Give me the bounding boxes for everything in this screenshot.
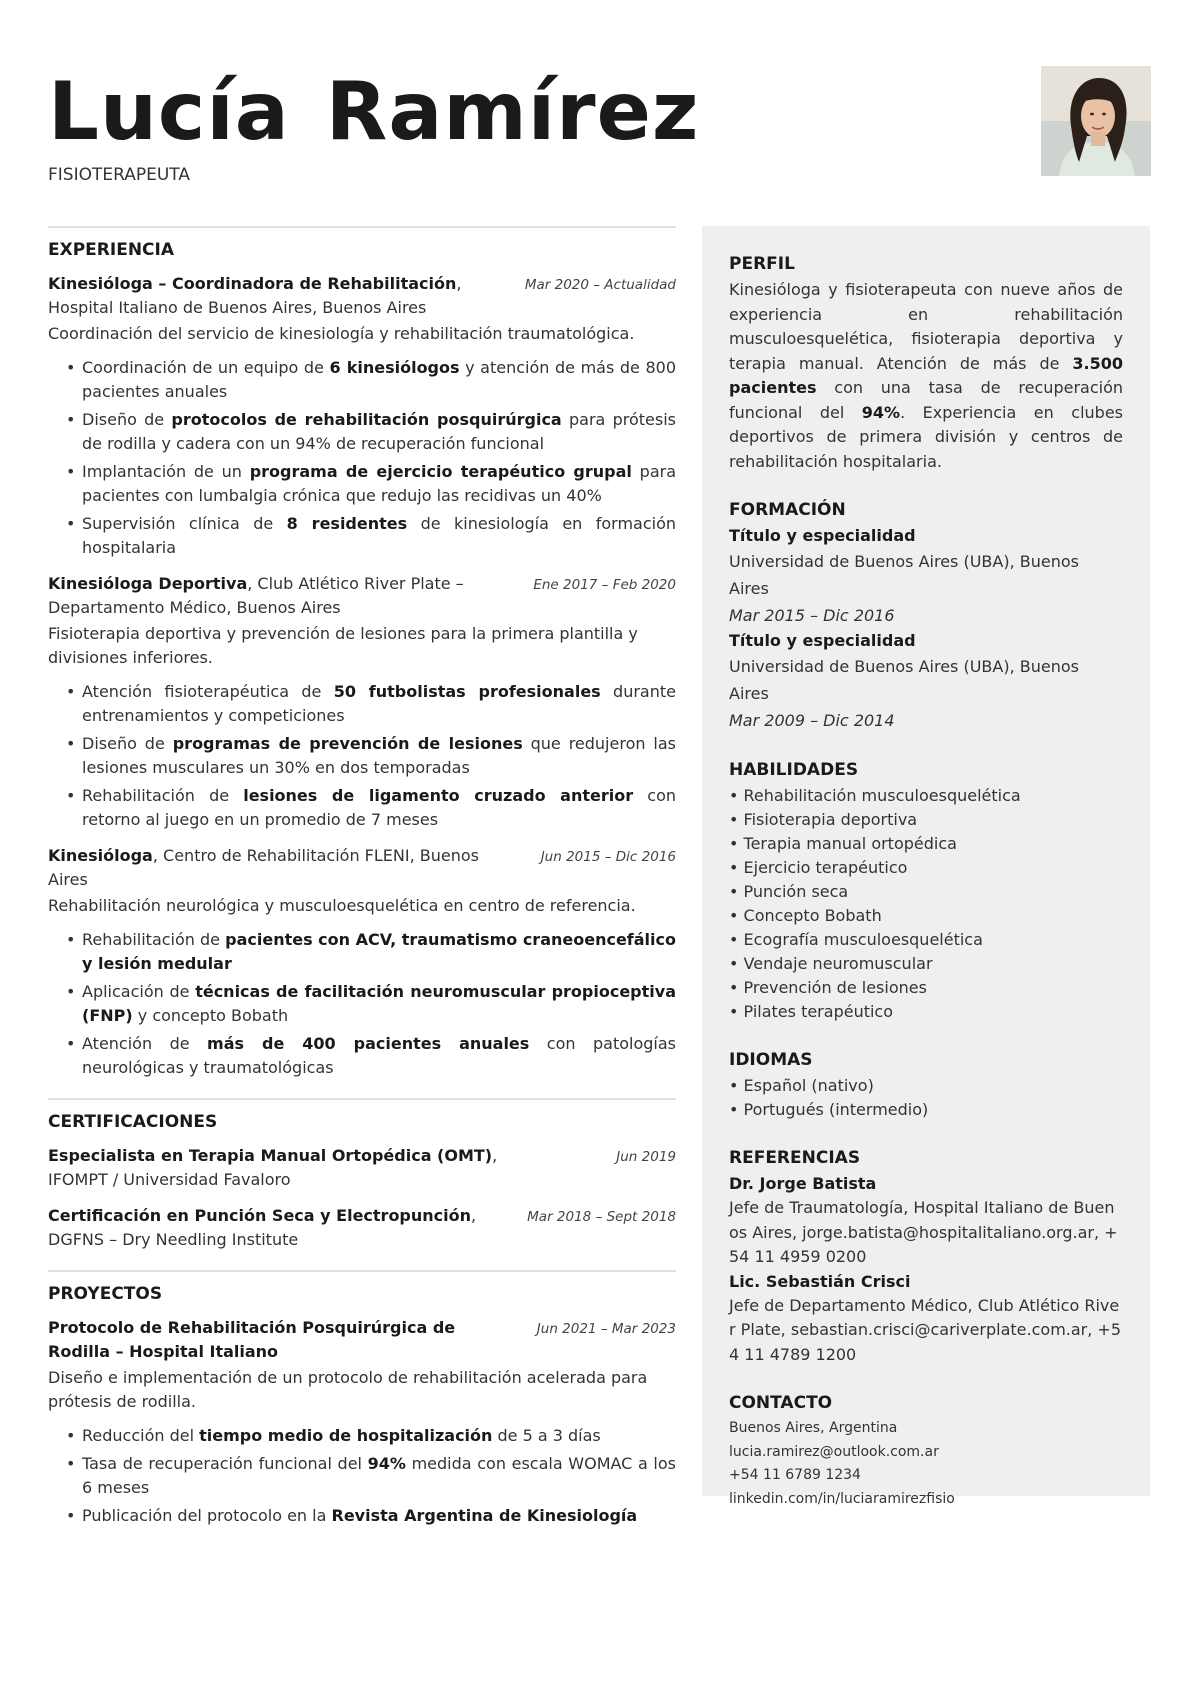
achievement-item: • Supervisión clínica de 8 residentes de kinesiología en formación hospitalaria bbox=[48, 512, 676, 560]
entry-heading bbox=[48, 1204, 676, 1252]
skill-item: • Concepto Bobath bbox=[729, 904, 1123, 928]
skill-item: • Terapia manual ortopédica bbox=[729, 832, 1123, 856]
projects-list bbox=[48, 1316, 676, 1528]
section-title: PERFIL bbox=[729, 254, 795, 274]
section-title: CERTIFICACIONES bbox=[48, 1112, 218, 1132]
achievement-item: • Tasa de recuperación funcional del 94% medida con escala WOMAC a los 6 meses bbox=[48, 1452, 676, 1500]
entry-heading bbox=[48, 1144, 676, 1192]
references-section bbox=[729, 1148, 1123, 1367]
last-name: Ramírez bbox=[325, 65, 700, 158]
education-degree: Título y especialidad bbox=[729, 526, 916, 545]
skill-item: • Pilates terapéutico bbox=[729, 1000, 1123, 1024]
entry-date: Mar 2020 – Actualidad bbox=[524, 277, 676, 293]
section-title: EXPERIENCIA bbox=[48, 240, 175, 260]
entry-heading bbox=[48, 844, 676, 892]
entry-organization: , DGFNS – Dry Needling Institute bbox=[48, 1206, 477, 1249]
skills-list bbox=[729, 784, 1123, 1024]
entry-item bbox=[48, 1144, 676, 1192]
education-date: Mar 2015 – Dic 2016 bbox=[729, 606, 895, 625]
projects-section bbox=[48, 1270, 676, 1528]
candidate-name bbox=[48, 65, 700, 158]
main-column bbox=[48, 226, 676, 1546]
achievement-item: • Implantación de un programa de ejercicio terapéutico grupal para pacientes con lumbalgia crónica que redujo las recidivas un 40% bbox=[48, 460, 676, 508]
section-title: PROYECTOS bbox=[48, 1284, 163, 1304]
achievement-item: • Diseño de protocolos de rehabilitación posquirúrgica para prótesis de rodilla y cadera con un 94% de recuperación funcional bbox=[48, 408, 676, 456]
skill-item: • Ecografía musculoesquelética bbox=[729, 928, 1123, 952]
section-title: IDIOMAS bbox=[729, 1050, 813, 1070]
achievement-list bbox=[48, 680, 676, 832]
reference-name: Lic. Sebastián Crisci bbox=[729, 1271, 911, 1291]
entry-organization: , Club Atlético River Plate – Departamento Médico, Buenos Aires bbox=[48, 574, 464, 617]
skills-section bbox=[729, 760, 1123, 1024]
education-list bbox=[729, 524, 1123, 734]
reference-detail: Jefe de Traumatología, Hospital Italiano de Buenos Aires, jorge.batista@hospitalitaliano.org.ar, +54 11 4959 0200 bbox=[729, 1198, 1118, 1266]
achievement-item: • Rehabilitación de pacientes con ACV, traumatismo craneoencefálico y lesión medular bbox=[48, 928, 676, 976]
certifications-list bbox=[48, 1144, 676, 1252]
entry-role: Kinesióloga bbox=[48, 846, 153, 865]
achievement-item: • Reducción del tiempo medio de hospitalización de 5 a 3 días bbox=[48, 1424, 676, 1448]
achievement-item: • Aplicación de técnicas de facilitación neuromuscular propioceptiva (FNP) y concepto Bobath bbox=[48, 980, 676, 1028]
entry-organization: , Centro de Rehabilitación FLENI, Buenos Aires bbox=[48, 846, 479, 889]
achievement-item: • Atención fisioterapéutica de 50 futbolistas profesionales durante entrenamientos y competiciones bbox=[48, 680, 676, 728]
section-title: HABILIDADES bbox=[729, 760, 859, 780]
entry-heading bbox=[48, 572, 676, 620]
entry-date: Ene 2017 – Feb 2020 bbox=[533, 577, 676, 593]
language-item: • Portugués (intermedio) bbox=[729, 1098, 1123, 1122]
contact-phone[interactable]: +54 11 6789 1234 bbox=[729, 1467, 861, 1483]
education-school: Universidad de Buenos Aires (UBA), Buenos Aires bbox=[729, 552, 1079, 598]
entry-description: Diseño e implementación de un protocolo de rehabilitación acelerada para prótesis de rodilla. bbox=[48, 1368, 648, 1411]
profile-text: Kinesióloga y fisioterapeuta con nueve años de experiencia en rehabilitación musculoesquelética, fisioterapia deportiva y terapia manual. Atención de más de 3.500 pacientes con una tasa de recuperación funcional del 94%. Experiencia en clubes deportivos de primera división y centros de rehabilitación hospitalaria. bbox=[729, 280, 1123, 471]
skill-item: • Punción seca bbox=[729, 880, 1123, 904]
experience-list bbox=[48, 272, 676, 1080]
entry-role: Especialista en Terapia Manual Ortopédica (OMT) bbox=[48, 1146, 493, 1165]
education-school: Universidad de Buenos Aires (UBA), Buenos Aires bbox=[729, 657, 1079, 703]
education-degree: Título y especialidad bbox=[729, 631, 916, 650]
entry-description: Fisioterapia deportiva y prevención de lesiones para la primera plantilla y divisiones inferiores. bbox=[48, 624, 638, 667]
achievement-list bbox=[48, 1424, 676, 1528]
entry-description: Coordinación del servicio de kinesiología y rehabilitación traumatológica. bbox=[48, 324, 635, 343]
entry-date: Jun 2021 – Mar 2023 bbox=[536, 1321, 676, 1337]
contact-linkedin[interactable]: linkedin.com/in/luciaramirezfisio bbox=[729, 1490, 955, 1507]
entry-date: Jun 2015 – Dic 2016 bbox=[540, 849, 676, 865]
first-name: Lucía bbox=[48, 65, 290, 158]
entry-organization: , IFOMPT / Universidad Favaloro bbox=[48, 1146, 498, 1189]
references-list bbox=[729, 1172, 1123, 1367]
skill-item: • Prevención de lesiones bbox=[729, 976, 1123, 1000]
education-date: Mar 2009 – Dic 2014 bbox=[729, 711, 895, 730]
section-title: CONTACTO bbox=[729, 1393, 833, 1413]
contact-location: Buenos Aires, Argentina bbox=[729, 1420, 898, 1436]
entry-item bbox=[48, 1204, 676, 1252]
profile-section bbox=[729, 254, 1123, 474]
skill-item: • Ejercicio terapéutico bbox=[729, 856, 1123, 880]
language-item: • Español (nativo) bbox=[729, 1074, 1123, 1098]
section-title: REFERENCIAS bbox=[729, 1148, 861, 1168]
achievement-item: • Diseño de programas de prevención de lesiones que redujeron las lesiones musculares un 30% en dos temporadas bbox=[48, 732, 676, 780]
entry-heading bbox=[48, 1316, 676, 1364]
skill-item: • Rehabilitación musculoesquelética bbox=[729, 784, 1123, 808]
achievement-item: • Atención de más de 400 pacientes anuales con patologías neurológicas y traumatológicas bbox=[48, 1032, 676, 1080]
entry-role: Kinesióloga – Coordinadora de Rehabilitación bbox=[48, 274, 457, 293]
section-title: FORMACIÓN bbox=[729, 500, 846, 520]
reference-name: Dr. Jorge Batista bbox=[729, 1174, 877, 1193]
achievement-list bbox=[48, 356, 676, 560]
entry-role: Protocolo de Rehabilitación Posquirúrgica de Rodilla – Hospital Italiano bbox=[48, 1318, 456, 1361]
achievement-item: • Rehabilitación de lesiones de ligamento cruzado anterior con retorno al juego en un promedio de 7 meses bbox=[48, 784, 676, 832]
contact-section bbox=[729, 1393, 1123, 1511]
entry-item bbox=[48, 1316, 676, 1528]
reference-detail: Jefe de Departamento Médico, Club Atlético River Plate, sebastian.crisci@cariverplate.com.ar, +54 11 4789 1200 bbox=[729, 1295, 1121, 1364]
job-title: FISIOTERAPEUTA bbox=[48, 165, 190, 185]
achievement-list bbox=[48, 928, 676, 1080]
achievement-item: • Coordinación de un equipo de 6 kinesiólogos y atención de más de 800 pacientes anuales bbox=[48, 356, 676, 404]
skill-item: • Vendaje neuromuscular bbox=[729, 952, 1123, 976]
entry-role: Certificación en Punción Seca y Electropunción bbox=[48, 1206, 472, 1225]
entry-organization: , Hospital Italiano de Buenos Aires, Buenos Aires bbox=[48, 274, 462, 317]
entry-description: Rehabilitación neurológica y musculoesquelética en centro de referencia. bbox=[48, 896, 636, 915]
education-section bbox=[729, 500, 1123, 734]
languages-list bbox=[729, 1074, 1123, 1122]
skill-item: • Fisioterapia deportiva bbox=[729, 808, 1123, 832]
experience-section bbox=[48, 226, 676, 1080]
entry-item bbox=[48, 272, 676, 560]
profile-photo bbox=[1041, 66, 1151, 176]
entry-item bbox=[48, 844, 676, 1080]
entry-date: Mar 2018 – Sept 2018 bbox=[527, 1209, 676, 1225]
languages-section bbox=[729, 1050, 1123, 1122]
entry-heading bbox=[48, 272, 676, 320]
entry-item bbox=[48, 572, 676, 832]
achievement-item: • Publicación del protocolo en la Revista Argentina de Kinesiología bbox=[48, 1504, 676, 1528]
entry-date: Jun 2019 bbox=[616, 1149, 676, 1165]
entry-role: Kinesióloga Deportiva bbox=[48, 574, 248, 593]
contact-email[interactable]: lucia.ramirez@outlook.com.ar bbox=[729, 1443, 939, 1460]
certifications-section bbox=[48, 1098, 676, 1252]
portrait-image bbox=[1041, 66, 1151, 176]
sidebar bbox=[702, 226, 1150, 1507]
